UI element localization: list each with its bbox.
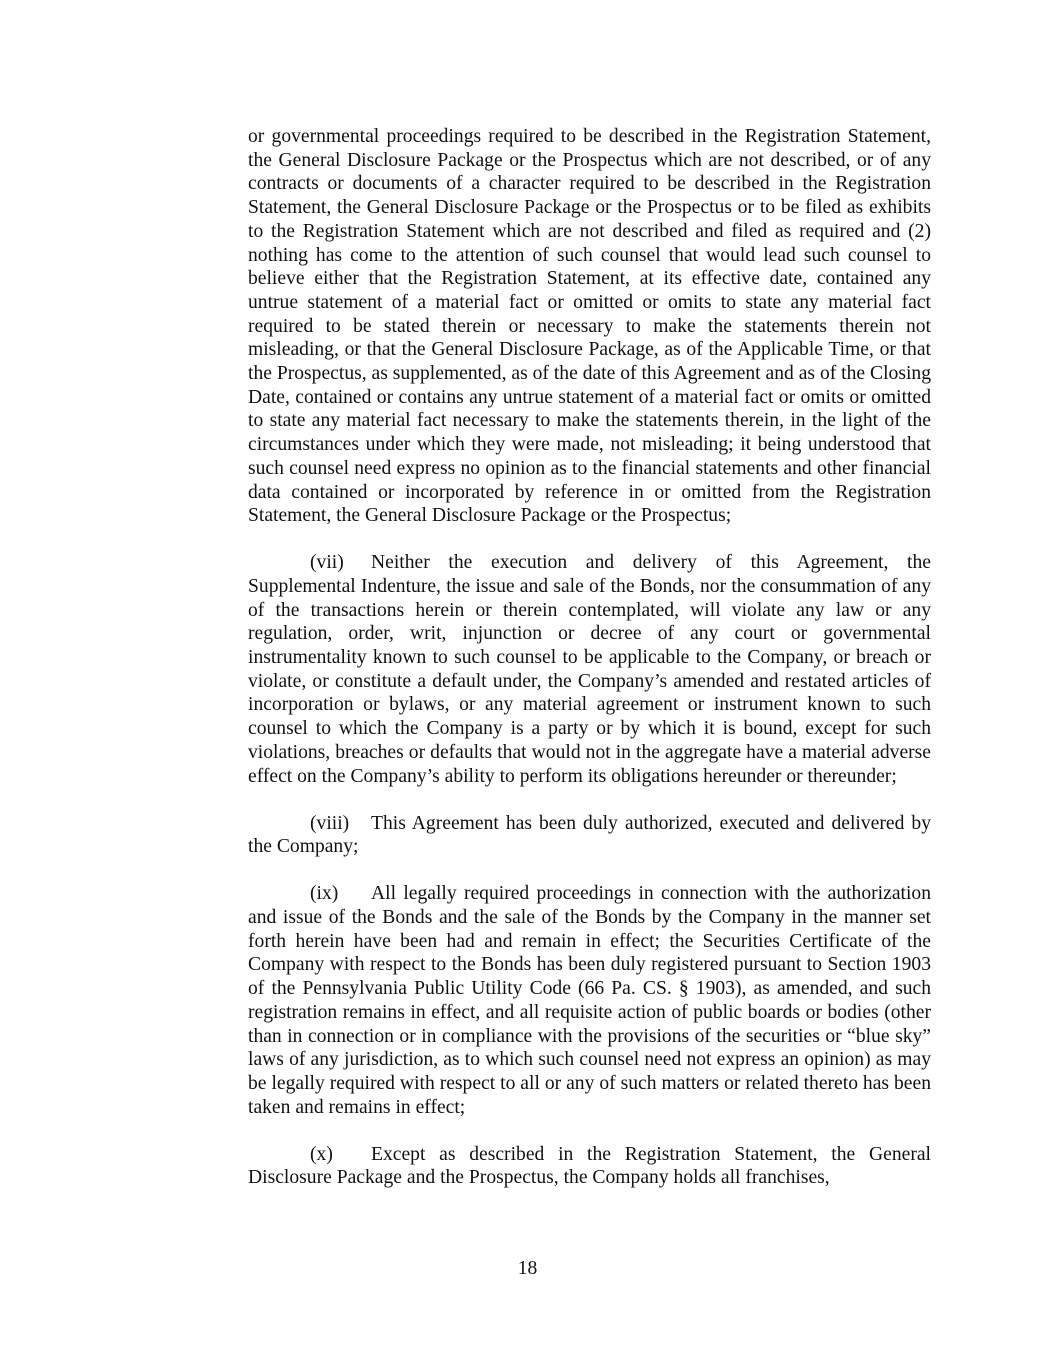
paragraph-text: This Agreement has been duly authorized, executed and delivered by the Company; — [248, 812, 931, 858]
paragraph-viii — [248, 812, 931, 859]
paragraph-text: Except as described in the Registration Statement, the General Disclosure Package and the Prospectus, the Company holds all franchises, — [248, 1143, 931, 1189]
paragraph-label: (viii) — [310, 812, 350, 834]
body-text — [248, 125, 931, 1190]
paragraph-label: (x) — [310, 1143, 333, 1165]
paragraph-text: or governmental proceedings required to be described in the Registration Statement, the General Disclosure Package or the Prospectus which are not described, or of any contracts or documents of a character required to be described in the Registration Statement, the General Disclosure Package or the Prospectus or to be filed as exhibits to the Registration Statement which are not described and filed as required and (2) nothing has come to the attention of such counsel that would lead such counsel to believe either that the Registration Statement, at its effective date, contained any untrue statement of a material fact or omitted or omits to state any material fact required to be stated therein or necessary to make the statements therein not misleading, or that the General Disclosure Package, as of the Applicable Time, or that the Prospectus, as supplemented, as of the date of this Agreement and as of the Closing Date, contained or contains any untrue statement of a material fact or omits or omitted to state any material fact necessary to make the statements therein, in the light of the circumstances under which they were made, not misleading; it being understood that such counsel need express no opinion as to the financial statements and other financial data contained or incorporated by reference in or omitted from the Registration Statement, the General Disclosure Package or the Prospectus; — [248, 126, 931, 527]
paragraph-ix — [248, 882, 931, 1119]
paragraph-label: (vii) — [310, 552, 344, 574]
paragraph-label: (ix) — [310, 883, 339, 905]
paragraph-continuation — [248, 125, 931, 528]
page-number: 18 — [517, 1258, 538, 1279]
paragraph-text: Neither the execution and delivery of this Agreement, the Supplemental Indenture, the issue and sale of the Bonds, nor the consummation of any of the transactions herein or therein contemplated, will violate any law or any regulation, order, writ, injunction or decree of any court or governmental instrumentality known to such counsel to be applicable to the Company, or breach or violate, or constitute a default under, the Company’s amended and restated articles of incorporation or bylaws, or any material agreement or instrument known to such counsel to which the Company is a party or by which it is bound, except for such violations, breaches or defaults that would not in the aggregate have a material adverse effect on the Company’s ability to perform its obligations hereunder or thereunder; — [248, 552, 931, 787]
paragraph-text: All legally required proceedings in connection with the authorization and issue of the Bonds and the sale of the Bonds by the Company in the manner set forth herein have been had and remain in effect; the Securities Certificate of the Company with respect to the Bonds has been duly registered pursuant to Section 1903 of the Pennsylvania Public Utility Code (66 Pa. CS. § 1903), as amended, and such registration remains in effect, and all requisite action of public boards or bodies (other than in connection or in compliance with the provisions of the securities or “blue sky” laws of any jurisdiction, as to which such counsel need not express an opinion) as may be legally required with respect to all or any of such matters or related thereto has been taken and remains in effect; — [248, 883, 931, 1118]
paragraph-vii — [248, 551, 931, 788]
paragraph-x — [248, 1143, 931, 1190]
